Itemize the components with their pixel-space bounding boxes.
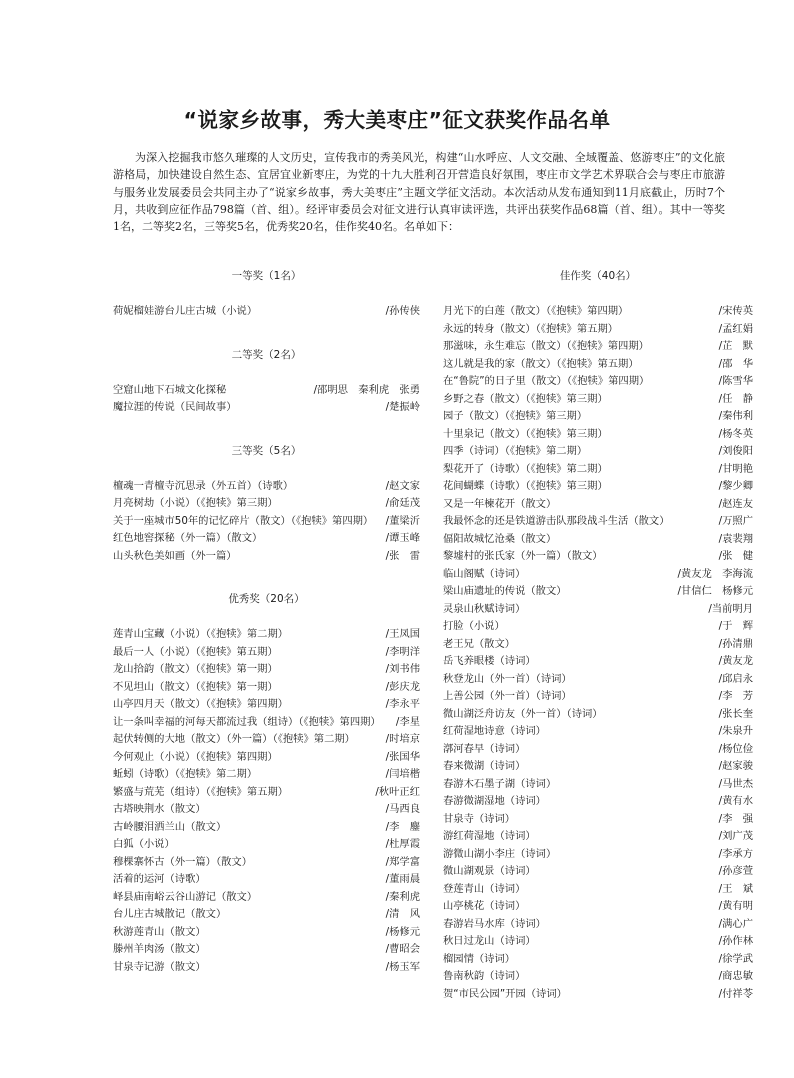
- entry-work-title: 贺“市民公园”开园（诗词）: [443, 987, 567, 1000]
- entry-author: /时培京: [385, 733, 420, 745]
- award-entry: [443, 968, 753, 986]
- entry-work-title: 春游木石墨子湖（诗词）: [443, 777, 557, 790]
- award-entry: [113, 382, 420, 400]
- entry-author: /甘信仁 杨修元: [677, 585, 753, 597]
- entry-work-title: 榴园情（诗词）: [443, 952, 516, 965]
- entry-author: /李承方: [718, 847, 753, 860]
- award-entry: [113, 661, 420, 679]
- entry-work-title: 秋日过龙山（诗词）: [443, 935, 536, 947]
- entry-author: /谭玉峰: [385, 532, 420, 544]
- entry-author: /闫培楷: [385, 768, 420, 780]
- entry-work-title: 山头秋色美如画（外一篇）: [113, 549, 237, 562]
- entry-work-title: 春游微湖湿地（诗词）: [443, 795, 546, 807]
- entry-work-title: 花间蝴蝶（诗歌）（《抱犊》第三期）: [443, 480, 608, 492]
- excellent-prize-section: [113, 591, 420, 976]
- entry-author: /满心广: [718, 917, 753, 930]
- award-entry: [443, 338, 753, 356]
- award-entry: [113, 399, 420, 417]
- award-entry: [113, 495, 420, 513]
- entry-work-title: 古岭腰泪洒兰山（散文）: [113, 820, 227, 833]
- first-prize-list: [113, 303, 420, 321]
- entry-work-title: 甘泉寺（诗词）: [443, 812, 516, 825]
- entry-work-title: 最后一人（小说）（《抱犊》第五期）: [113, 645, 278, 658]
- entry-author: /孙传侠: [385, 305, 420, 317]
- second-prize-heading: 二等奖（2名）: [231, 348, 302, 361]
- entry-author: /郑学富: [385, 855, 420, 868]
- entry-author: /清 风: [385, 908, 420, 920]
- entry-author: /邵 华: [718, 357, 753, 370]
- entry-author: /黎少卿: [718, 480, 753, 492]
- entry-author: /黄友龙 李海流: [677, 567, 753, 580]
- entry-work-title: 鲁南秋韵（诗词）: [443, 970, 526, 982]
- entry-work-title: 峄县庙南峪云谷山游记（散文）: [113, 890, 258, 903]
- entry-author: /刘书伟: [385, 663, 420, 675]
- entry-author: /杨位俭: [718, 742, 753, 755]
- entry-author: /俞廷茂: [385, 497, 420, 509]
- award-entry: [443, 321, 753, 339]
- third-prize-section: [113, 443, 420, 566]
- entry-author: /杜厚霞: [385, 838, 420, 850]
- entry-work-title: 蚯蚓（诗歌）（《抱犊》第二期）: [113, 768, 258, 780]
- entry-work-title: 春来微湖（诗词）: [443, 760, 526, 772]
- entry-author: /于 辉: [718, 620, 753, 632]
- entry-work-title: 灵泉山秋赋诗词）: [443, 602, 526, 615]
- first-prize-section: [113, 268, 420, 321]
- entry-work-title: 又是一年楝花开（散文）: [443, 497, 557, 510]
- entry-work-title: 园子（散文）（《抱犊》第三期）: [443, 410, 588, 422]
- award-entry: [443, 618, 753, 636]
- entry-work-title: 红色地窖探秘（外一篇）（散文）: [113, 532, 263, 544]
- entry-author: /张长奎: [718, 707, 753, 720]
- award-entry: [113, 731, 420, 749]
- award-entry: [443, 688, 753, 706]
- entry-work-title: 关于一座城市50年的记忆碎片（散文）（《抱犊》第四期）: [113, 514, 374, 527]
- entry-work-title: 月亮树劫（小说）（《抱犊》第三期）: [113, 497, 278, 509]
- entry-work-title: 微山湖观景（诗词）: [443, 865, 536, 877]
- entry-author: /王 斌: [718, 882, 753, 895]
- entry-author: /袁裴翔: [718, 532, 753, 545]
- award-entry: [443, 356, 753, 374]
- award-entry: [443, 776, 753, 794]
- entry-author: /刘广茂: [718, 830, 753, 842]
- award-entry: [113, 854, 420, 872]
- award-entry: [443, 303, 753, 321]
- entry-work-title: 梨花开了（诗歌）（《抱犊》第二期）: [443, 462, 608, 475]
- award-entry: [113, 819, 420, 837]
- entry-author: /徐学武: [718, 952, 753, 965]
- second-prize-list: [113, 382, 420, 417]
- entry-author: /李 芳: [718, 690, 753, 702]
- right-column: [443, 268, 753, 1003]
- third-prize-list: [113, 478, 420, 566]
- entry-work-title: 永远的转身（散文）（《抱犊》第五期）: [443, 322, 619, 335]
- award-entry: [443, 443, 753, 461]
- entry-work-title: 偪阳故城忆沧桑（散文）: [443, 532, 557, 545]
- entry-author: /马西良: [385, 803, 420, 815]
- entry-author: /杨玉军: [385, 960, 420, 973]
- award-entry: [443, 846, 753, 864]
- entry-author: /李 强: [718, 812, 753, 825]
- entry-author: /李星: [395, 715, 420, 728]
- entry-author: /当前明月: [708, 602, 753, 615]
- entry-work-title: 山亭四月天（散文）（《抱犊》第四期）: [113, 698, 289, 710]
- award-entry: [113, 871, 420, 889]
- award-entry: [113, 644, 420, 662]
- entry-work-title: 岳飞养眼楼（诗词）: [443, 655, 536, 667]
- entry-work-title: 今何观止（小说）（《抱犊》第四期）: [113, 750, 278, 763]
- entry-work-title: 游红荷湿地（诗词）: [443, 830, 536, 842]
- award-entry: [113, 548, 420, 566]
- entry-author: /孙作林: [718, 935, 753, 947]
- entry-author: /陈雪华: [718, 375, 753, 387]
- entry-author: /张国华: [385, 750, 420, 763]
- entry-author: /杨冬英: [718, 427, 753, 440]
- entry-author: /秦伟利: [718, 410, 753, 422]
- award-entry: [443, 758, 753, 776]
- entry-author: /彭庆龙: [385, 680, 420, 693]
- excellent-prize-heading: 优秀奖（20名）: [228, 593, 305, 605]
- award-entry: [443, 531, 753, 549]
- entry-author: /李明洋: [385, 645, 420, 658]
- entry-work-title: 台儿庄古城散记（散文）: [113, 908, 227, 920]
- entry-work-title: 魔拉涯的传说（民间故事）: [113, 401, 237, 413]
- entry-author: /李 鏖: [385, 820, 420, 833]
- merit-prize-heading: 佳作奖（40名）: [559, 270, 637, 282]
- award-entry: [443, 723, 753, 741]
- entry-author: /邵明思 秦利虎 张勇: [313, 383, 420, 396]
- entry-work-title: 甘泉寺记游（散文）: [113, 960, 206, 973]
- entry-work-title: 十里泉记（散文）（《抱犊》第三期）: [443, 427, 608, 440]
- entry-author: /赵连友: [718, 497, 753, 510]
- entry-author: /秋叶正红: [375, 785, 420, 798]
- award-entry: [443, 863, 753, 881]
- first-prize-heading: 一等奖（1名）: [231, 270, 302, 282]
- entry-author: /孙彦萱: [718, 865, 753, 877]
- award-entry: [443, 583, 753, 601]
- entry-author: /赵家骏: [718, 760, 753, 772]
- entry-author: /董雨晨: [385, 873, 420, 885]
- award-entry: [113, 941, 420, 959]
- award-entry: [443, 933, 753, 951]
- award-entry: [443, 671, 753, 689]
- award-entry: [113, 801, 420, 819]
- award-entry: [113, 714, 420, 732]
- entry-work-title: 秋游莲青山（散文）: [113, 925, 206, 938]
- entry-author: /黄有水: [718, 795, 753, 807]
- entry-work-title: 空窟山地下石城文化探秘: [113, 383, 227, 396]
- award-entry: [113, 696, 420, 714]
- entry-work-title: 黎墟村的张氏家（外一篇）（散文）: [443, 550, 603, 562]
- award-entry: [443, 828, 753, 846]
- award-entry: [443, 496, 753, 514]
- entry-work-title: 微山湖泛舟访友（外一首）（诗词）: [443, 707, 603, 720]
- award-entry: [113, 626, 420, 644]
- entry-author: /万照广: [718, 515, 753, 527]
- entry-work-title: 活着的运河（诗歌）: [113, 873, 206, 885]
- entry-author: /董梁沂: [385, 514, 420, 527]
- entry-work-title: 繁盛与荒芜（组诗）（《抱犊》第五期）: [113, 785, 289, 798]
- entry-author: /朱泉升: [718, 725, 753, 737]
- entry-work-title: 我最怀念的还是铁道游击队那段战斗生活（散文）: [443, 515, 670, 527]
- award-entry: [443, 513, 753, 531]
- third-prize-heading: 三等奖（5名）: [231, 444, 302, 457]
- award-entry: [113, 959, 420, 977]
- award-entry: [113, 836, 420, 854]
- entry-author: /邱启永: [718, 672, 753, 685]
- award-entry: [443, 986, 753, 1004]
- entry-work-title: 月光下的白莲（散文）（《抱犊》第四期）: [443, 305, 629, 317]
- award-entry: [113, 924, 420, 942]
- award-entry: [113, 889, 420, 907]
- entry-work-title: 在“鲁院”的日子里（散文）（《抱犊》第四期）: [443, 375, 650, 387]
- entry-work-title: 龙山拾韵（散文）（《抱犊》第一期）: [113, 663, 278, 675]
- entry-work-title: 滕州羊肉汤（散文）: [113, 943, 206, 955]
- entry-author: /张 健: [718, 550, 753, 562]
- award-entry: [443, 811, 753, 829]
- award-entry: [443, 601, 753, 619]
- intro-paragraph: 为深入挖掘我市悠久璀璨的人文历史，宣传我市的秀美风光，构建“山水呼应、人文交融、全域覆盖、悠游枣庄”的文化旅游格局，加快建设自然生态、宜居宜业新枣庄，为党的十九大胜利召开营造良好氛围，枣庄市文学艺术界联合会与枣庄市旅游与服务业发展委员会共同主办了“说家乡故事，秀大美枣庄”主题文学征文活动。本次活动从发布通知到11月底截止，历时7个月，共收到应征作品798篇（首、组）。经评审委员会对征文进行认真审读评选，共评出获奖作品68篇（首、组）。其中一等奖1名，二等奖2名，三等奖5名，优秀奖20名，佳作奖40名。名单如下：: [113, 151, 725, 234]
- merit-prize-list: [443, 303, 753, 1003]
- entry-work-title: 不见坦山（散文）（《抱犊》第一期）: [113, 680, 278, 693]
- award-entry: [443, 653, 753, 671]
- entry-work-title: 秋登龙山（外一首）（诗词）: [443, 672, 572, 685]
- award-entry: [443, 478, 753, 496]
- entry-author: /商忠敏: [718, 970, 753, 982]
- excellent-prize-list: [113, 626, 420, 976]
- entry-author: /黄有明: [718, 900, 753, 912]
- entry-work-title: 老王兄（散文）: [443, 637, 516, 650]
- entry-work-title: 红荷湿地诗意（诗词）: [443, 725, 546, 737]
- entry-author: /杨修元: [385, 925, 420, 938]
- entry-work-title: 白狐（小说）: [113, 838, 175, 850]
- second-prize-section: [113, 347, 420, 417]
- left-column: [113, 268, 420, 976]
- entry-author: /刘俊阳: [718, 445, 753, 457]
- award-entry: [443, 373, 753, 391]
- entry-work-title: 登莲青山（诗词）: [443, 882, 526, 895]
- award-entry: [443, 741, 753, 759]
- award-entry: [113, 303, 420, 321]
- award-entry: [443, 793, 753, 811]
- entry-work-title: 四季（诗词）（《抱犊》第二期）: [443, 445, 588, 457]
- entry-author: /孙清鼎: [718, 637, 753, 650]
- entry-author: /楚振岭: [385, 401, 420, 413]
- award-entry: [113, 478, 420, 496]
- entry-work-title: 漷河春早（诗词）: [443, 742, 526, 755]
- entry-author: /王凤国: [385, 628, 420, 640]
- entry-work-title: 檀魂一青檀寺沉思录（外五首）（诗歌）: [113, 479, 294, 492]
- entry-work-title: 山亭桃花（诗词）: [443, 900, 526, 912]
- entry-author: /付祥苓: [718, 987, 753, 1000]
- entry-work-title: 乡野之春（散文）（《抱犊》第三期）: [443, 392, 608, 405]
- entry-author: /黄友龙: [718, 655, 753, 667]
- entry-work-title: 这儿就是我的家（散文）（《抱犊》第五期）: [443, 357, 639, 370]
- award-entry: [113, 766, 420, 784]
- award-entry: [113, 784, 420, 802]
- award-entry: [443, 706, 753, 724]
- award-entry: [443, 408, 753, 426]
- entry-author: /曹昭会: [385, 943, 420, 955]
- entry-work-title: 让一条叫幸福的河每天都流过我（组诗）（《抱犊》第四期）: [113, 715, 381, 728]
- entry-author: /赵文家: [385, 479, 420, 492]
- entry-work-title: 穆棵寨怀古（外一篇）（散文）: [113, 855, 253, 868]
- award-entry: [443, 566, 753, 584]
- award-entry: [113, 749, 420, 767]
- award-entry: [443, 426, 753, 444]
- award-entry: [113, 513, 420, 531]
- entry-author: /任 静: [718, 392, 753, 405]
- entry-work-title: 古塔映荆水（散文）: [113, 803, 206, 815]
- entry-work-title: 上善公园（外一首）（诗词）: [443, 690, 572, 702]
- entry-author: /张 雷: [385, 549, 420, 562]
- award-entry: [443, 916, 753, 934]
- award-entry: [443, 898, 753, 916]
- page-title: “说家乡故事，秀大美枣庄”征文获奖作品名单: [183, 108, 611, 132]
- award-entry: [113, 679, 420, 697]
- entry-work-title: 打脸（小说）: [443, 620, 505, 632]
- award-entry: [443, 951, 753, 969]
- award-entry: [443, 391, 753, 409]
- award-entry: [113, 530, 420, 548]
- entry-author: /芷 默: [718, 340, 753, 352]
- award-entry: [443, 548, 753, 566]
- entry-work-title: 春游岩马水库（诗词）: [443, 917, 546, 930]
- entry-work-title: 那滋味，永生难忘（散文）（《抱犊》第四期）: [443, 340, 649, 352]
- award-entry: [113, 906, 420, 924]
- award-entry: [443, 461, 753, 479]
- entry-work-title: 莲青山宝藏（小说）（《抱犊》第二期）: [113, 628, 289, 640]
- merit-prize-section: [443, 268, 753, 1003]
- entry-work-title: 临山阁赋（诗词）: [443, 567, 526, 580]
- entry-work-title: 荷妮榴娃游台儿庄古城（小说）: [113, 305, 258, 317]
- entry-work-title: 游微山湖小李庄（诗词）: [443, 847, 557, 860]
- award-entry: [443, 636, 753, 654]
- entry-author: /秦利虎: [385, 890, 420, 903]
- entry-author: /宋传英: [718, 305, 753, 317]
- entry-work-title: 梁山庙遗址的传说（散文）: [443, 585, 567, 597]
- entry-author: /马世杰: [718, 777, 753, 790]
- award-entry: [443, 881, 753, 899]
- entry-author: /孟红娟: [718, 322, 753, 335]
- entry-author: /李永平: [385, 698, 420, 710]
- entry-author: /甘明艳: [718, 462, 753, 475]
- entry-work-title: 起伏转侧的大地（散文）（外一篇）（《抱犊》第二期）: [113, 733, 355, 745]
